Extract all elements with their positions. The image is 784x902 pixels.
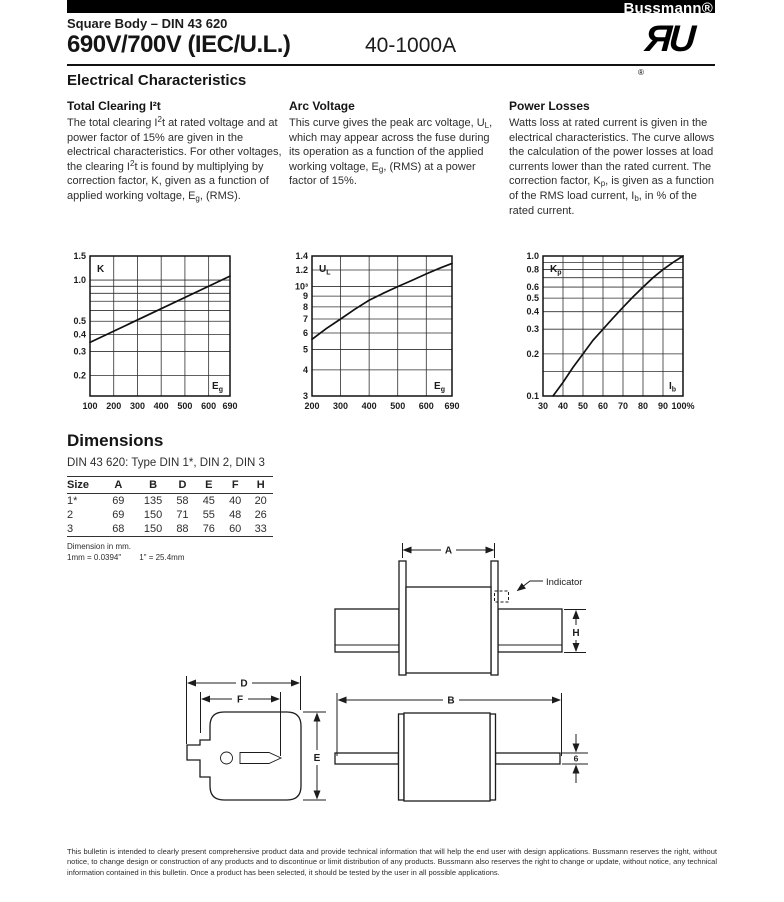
left-end-plate xyxy=(399,714,405,800)
column-total-clearing xyxy=(67,99,286,204)
svg-text:7: 7 xyxy=(302,313,308,324)
svg-text:0.5: 0.5 xyxy=(526,293,539,304)
right-blade xyxy=(498,609,562,652)
svg-text:60: 60 xyxy=(597,401,609,411)
left-blade xyxy=(335,609,399,652)
table-row: 2 69 150 71 55 48 26 xyxy=(67,509,267,521)
indicator-label: Indicator xyxy=(546,577,583,588)
svg-text:40: 40 xyxy=(557,401,569,411)
arc-voltage-chart xyxy=(282,248,466,412)
svg-text:0.3: 0.3 xyxy=(73,346,86,357)
right-end-plate xyxy=(490,714,496,800)
note-units: Dimension in mm. xyxy=(67,542,132,551)
svg-text:0.5: 0.5 xyxy=(73,316,86,327)
table-row: 1* 69 135 58 45 40 20 xyxy=(67,495,267,507)
svg-text:0.4: 0.4 xyxy=(73,329,86,340)
svg-text:400: 400 xyxy=(361,401,377,411)
note-conversion: 1mm = 0.0394" 1" = 25.4mm xyxy=(67,553,185,562)
power-loss-correction-chart xyxy=(513,248,697,412)
end-body-outline xyxy=(187,712,301,800)
product-family-title: Square Body – DIN 43 620 xyxy=(67,16,228,31)
fuse-end-view xyxy=(187,676,327,800)
svg-text:300: 300 xyxy=(333,401,349,411)
svg-text:5: 5 xyxy=(302,344,308,355)
svg-text:1.0: 1.0 xyxy=(73,275,86,286)
clearing-correction-chart xyxy=(60,248,244,412)
svg-text:9: 9 xyxy=(302,291,308,302)
svg-text:1.2: 1.2 xyxy=(295,265,308,276)
svg-text:0.3: 0.3 xyxy=(526,324,539,335)
column-power-losses xyxy=(509,99,717,218)
svg-text:70: 70 xyxy=(617,401,629,411)
svg-text:6: 6 xyxy=(302,328,308,339)
fuse-top-view xyxy=(335,543,586,675)
svg-text:0.6: 0.6 xyxy=(526,282,539,293)
column-arc-voltage xyxy=(289,99,502,189)
section-heading-dimensions: Dimensions xyxy=(67,431,164,450)
svg-text:600: 600 xyxy=(201,401,217,411)
svg-text:1.5: 1.5 xyxy=(73,251,86,261)
dim-label-a: A xyxy=(444,545,453,557)
column-body: This curve gives the peak arc voltage, $U_L$, which may appear across the fuse during its operation as a function of the applied working voltage, $E_g$, (RMS) at a power factor of 15%. xyxy=(289,117,493,188)
svg-text:50: 50 xyxy=(577,401,589,411)
section-heading-electrical: Electrical Characteristics xyxy=(67,72,247,89)
svg-text:500: 500 xyxy=(177,401,193,411)
svg-text:Kp: $K_p$ xyxy=(550,264,562,277)
svg-text:4: 4 xyxy=(302,364,308,375)
dim-label-e: E xyxy=(313,753,321,764)
column-heading: Arc Voltage xyxy=(289,99,355,113)
svg-text:10³: 10³ xyxy=(294,281,308,292)
dimensions-table xyxy=(67,476,273,537)
svg-text:90: 90 xyxy=(657,401,669,411)
svg-text:0.2: 0.2 xyxy=(526,348,539,359)
dim-label-f: F xyxy=(236,694,244,706)
table-row: 3 68 150 88 76 60 33 xyxy=(67,523,267,535)
svg-text:100%: 100% xyxy=(671,401,695,411)
fuse-side-view xyxy=(335,693,588,801)
svg-text:200: 200 xyxy=(106,401,122,411)
page-title: 690V/700V (IEC/U.L.) xyxy=(67,31,291,58)
registered-symbol: ® xyxy=(638,68,644,77)
svg-text:0.8: 0.8 xyxy=(526,264,539,275)
column-body: Watts loss at rated current is given in the electrical characteristics. The curve allows the calculation of the power losses at load currents lower than the rated current. The correction factor, $K_p$, is given as a function of the RMS load current, $I_b$, in % of the rated current. xyxy=(509,117,715,217)
right-end-plate xyxy=(491,561,498,675)
column-body: The total clearing $I^2t$ at rated voltage and at power factor of 15% are given in the electrical characteristics. For other voltages, the clearing $I^2t$ is found by multiplying by correction factor, K, given as a function of applied working voltage, $E_g$, (RMS). xyxy=(67,115,282,203)
svg-text:UL: $U_L$ xyxy=(319,264,331,277)
brand-logo: Bussmann® xyxy=(623,0,713,13)
dim-label-h: H xyxy=(572,628,580,639)
amp-range: 40-1000A xyxy=(365,34,457,57)
svg-text:1.4: 1.4 xyxy=(295,251,308,261)
header-divider xyxy=(67,64,715,66)
svg-text:690: 690 xyxy=(222,401,238,411)
dimension-drawings xyxy=(165,533,635,833)
svg-text:0.4: 0.4 xyxy=(526,306,539,317)
svg-text:300: 300 xyxy=(129,401,145,411)
svg-text:80: 80 xyxy=(637,401,649,411)
svg-text:K: K xyxy=(97,264,105,275)
svg-text:Eg: $E_g$ xyxy=(434,381,445,394)
ul-recognized-mark-icon xyxy=(638,18,718,77)
svg-text:Eg: $E_g$ xyxy=(212,381,223,394)
column-heading: Total Clearing I²t xyxy=(67,99,161,113)
svg-text:1.0: 1.0 xyxy=(526,251,539,261)
dim-label-b: B xyxy=(447,695,455,707)
brand-bar xyxy=(67,0,715,13)
table-header-row: Size A B D E F H xyxy=(67,477,273,494)
dim-label-d: D xyxy=(240,678,248,690)
svg-text:600: 600 xyxy=(418,401,434,411)
svg-text:30: 30 xyxy=(537,401,549,411)
svg-text:500: 500 xyxy=(390,401,406,411)
svg-text:200: 200 xyxy=(304,401,320,411)
svg-text:3: 3 xyxy=(302,391,308,401)
blade-thickness-label: 6 xyxy=(573,753,579,764)
left-blade xyxy=(335,753,399,764)
dimensions-subheading: DIN 43 620: Type DIN 1*, DIN 2, DIN 3 xyxy=(67,457,265,469)
fuse-body xyxy=(404,713,490,801)
svg-text:8: 8 xyxy=(302,301,308,312)
svg-text:Ib: $I_b$ xyxy=(668,381,676,394)
legal-disclaimer: This bulletin is intended to clearly present comprehensive product data and provide technical information that will help the end user with design applications. Bussmann reserves the right, without notice, to change design or construction of any products and to discontinue or limit distribution of any products. Bussmann also reserves the right to change or update, without notice, any technical information contained in this bulletin. Once a product has been selected, it should be tested by the user in all possible applications. xyxy=(67,846,717,877)
ul-mark-glyph: ЯU xyxy=(643,18,695,59)
svg-text:0.1: 0.1 xyxy=(526,391,539,401)
svg-text:690: 690 xyxy=(444,401,460,411)
svg-text:100: 100 xyxy=(82,401,98,411)
fuse-body xyxy=(406,587,491,673)
svg-text:0.2: 0.2 xyxy=(73,370,86,381)
left-end-plate xyxy=(399,561,406,675)
svg-text:400: 400 xyxy=(153,401,169,411)
right-blade xyxy=(496,753,561,764)
column-heading: Power Losses xyxy=(509,99,590,113)
